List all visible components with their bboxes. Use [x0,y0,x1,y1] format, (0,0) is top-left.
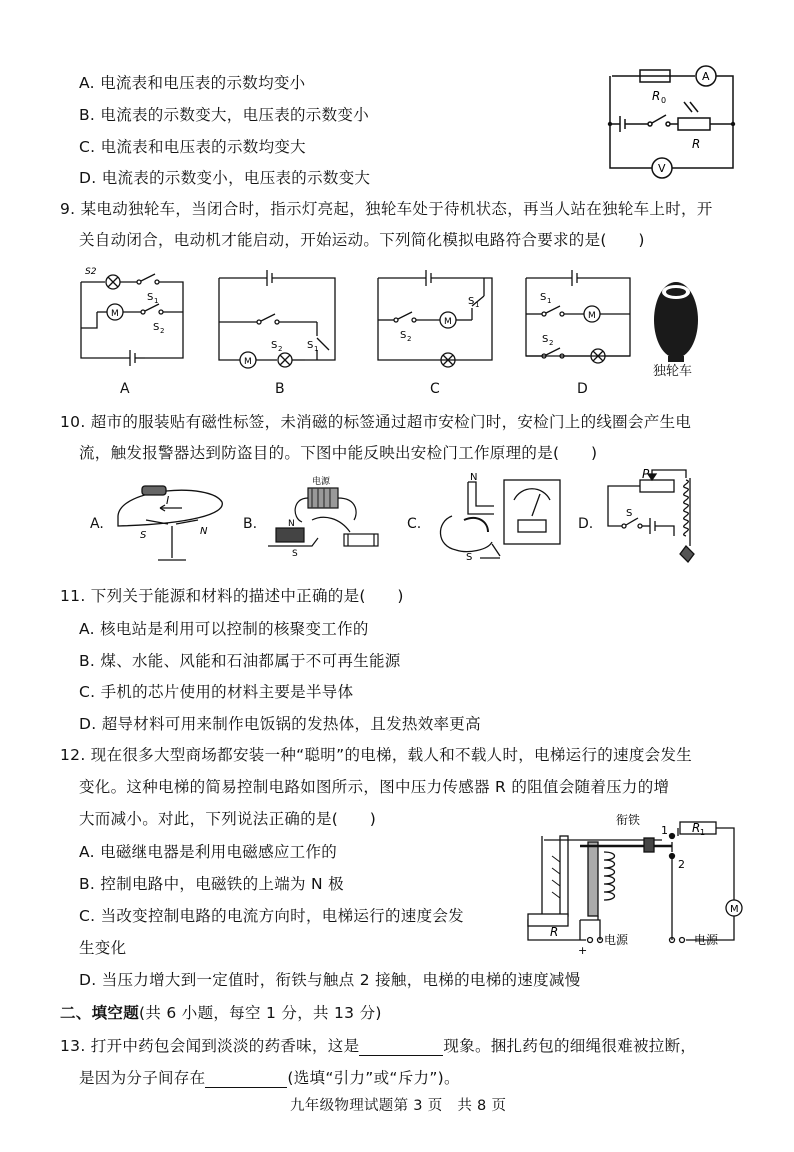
q9-circuit-c [372,268,502,373]
q9-label-a: A [120,381,130,397]
q12-motor-label: M [730,904,739,915]
q12-relay-circuit [520,808,750,958]
q9-stem-line2: 关自动闭合，电动机才能启动，开始运动。下列简化模拟电路符合要求的是( ) [79,231,645,249]
q13-text-part2: 现象。捆扎药包的细绳很难被拉断， [443,1037,697,1055]
q12-contact2-label: 2 [678,858,685,871]
q9a-s1-sub: 1 [154,297,159,305]
photoresistor-r [678,118,710,130]
page-footer: 九年级物理试题第 3 页 共 8 页 [290,1098,507,1114]
q8-ammeter-label: A [702,70,710,83]
unicycle-image [648,272,708,372]
q8-r0-sub: 0 [661,96,667,105]
q9b-s1: S [307,340,314,351]
q9b-motor-label: M [244,357,252,367]
q9b-s2: S [271,340,278,351]
q10b-n: N [288,519,295,529]
q9a-s2: S [153,322,160,333]
q13-text-part1: 13. 打开中药包会闻到淡淡的药香味，这是 [60,1037,360,1055]
q10-figure-d [598,466,718,576]
q13-text-part4: (选填“引力”或“斥力”)。 [287,1069,460,1087]
q12-option-a: A. 电磁继电器是利用电磁感应工作的 [79,843,338,861]
q9-circuit-a [75,262,195,372]
q12-stem-line2: 变化。这种电梯的简易控制电路如图所示，图中压力传感器 R 的阻值会随着压力的增 [79,778,670,796]
section2-note: (共 6 小题，每空 1 分，共 13 分) [139,1004,382,1022]
q10d-s: S [626,508,633,519]
unicycle-caption: 独轮车 [653,364,693,379]
q8-option-b: B. 电流表的示数变大，电压表的示数变小 [79,106,369,124]
q9c-s2: S [400,330,407,341]
q8-option-a: A. 电流表和电压表的示数均变小 [79,74,306,92]
q8-option-c: C. 电流表和电压表的示数均变大 [79,138,306,156]
q13-text-part3: 是因为分子间存在 [79,1069,206,1087]
q12-plus-sign: + [578,944,588,957]
section2-heading: 二、填空题 [60,1004,140,1022]
q12-power2-label: 电源 [694,933,719,947]
q9-label-d: D [577,381,588,397]
q12-option-b: B. 控制电路中，电磁铁的上端为 N 极 [79,875,344,893]
q11-option-a: A. 核电站是利用可以控制的核聚变工作的 [79,620,369,638]
q9c-s2-sub: 2 [407,335,412,343]
q9-circuit-d [520,268,640,373]
q8-voltmeter-label: V [658,162,666,175]
q10d-p: P [642,467,650,481]
q9c-s1-sub: 1 [475,301,480,309]
q12-r1-label: R [692,821,701,835]
q9d-s2-sub: 2 [549,339,554,347]
q12-stem-line1: 12. 现在很多大型商场都安装一种“聪明”的电梯，载人和不载人时，电梯运行的速度会发生 [60,746,693,764]
q12-option-d: D. 当压力增大到一定值时，衔铁与触点 2 接触，电梯的电梯的速度减慢 [79,971,581,989]
q10-stem-line1: 10. 超市的服装贴有磁性标签，未消磁的标签通过超市安检门时，安检门上的线圈会产生电 [60,413,692,431]
q9c-s1: S [468,296,475,307]
q11-option-c: C. 手机的芯片使用的材料主要是半导体 [79,683,354,701]
q10-figure-a [110,478,230,568]
q8-r0-label: R [652,89,661,103]
q10c-s: S [466,552,473,563]
q10b-s: S [292,549,298,559]
q10-stem-line2: 流，触发报警器达到防盗目的。下图中能反映出安检门工作原理的是( ) [79,444,598,462]
q12-armature-label: 衔铁 [616,813,641,827]
q9c-motor-label: M [444,317,452,327]
q10c-n: N [470,472,478,483]
q12-r-label: R [550,925,559,939]
q12-r1-sub: 1 [700,828,706,837]
q9-label-b: B [275,381,285,397]
q9a-motor-label: M [111,309,119,319]
q10-figure-b [262,474,392,564]
q12-option-c-line2: 生变化 [79,939,127,957]
q9b-s1-sub: 1 [314,345,319,353]
q12-contact1-label: 1 [661,824,668,837]
q10-label-a: A. [90,516,104,532]
q9d-s1-sub: 1 [547,297,552,305]
q11-option-b: B. 煤、水能、风能和石油都属于不可再生能源 [79,652,401,670]
q13-blank-2[interactable] [205,1071,287,1088]
q11-stem: 11. 下列关于能源和材料的描述中正确的是( ) [60,587,404,605]
q8-option-d: D. 电流表的示数变小，电压表的示数变大 [79,169,371,187]
q9a-s2-sub: 2 [160,327,165,335]
q9-label-c: C [430,381,440,397]
q10a-i: I [166,494,170,507]
q9d-s2: S [542,334,549,345]
q8-r-label: R [692,137,701,151]
q13-line1 [60,1036,696,1056]
q10-label-b: B. [243,516,258,532]
q10a-s: S [140,530,147,541]
q9-circuit-b [215,270,345,375]
q10-label-d: D. [578,516,594,532]
q10-label-c: C. [407,516,422,532]
q9a-handwriting: S2 [85,267,97,277]
q10b-power-label: 电源 [312,477,331,487]
q10-figure-c [428,470,568,570]
q8-circuit-diagram [600,60,760,190]
section2-title [60,1003,382,1023]
q12-stem-line3: 大而减小。对此，下列说法正确的是( ) [79,810,377,828]
q11-option-d: D. 超导材料可用来制作电饭锅的发热体，且发热效率更高 [79,715,481,733]
q9d-motor-label: M [588,311,596,321]
q9d-s1: S [540,292,547,303]
q13-blank-1[interactable] [359,1039,443,1056]
q10a-n: N [200,526,208,537]
q9-stem-line1: 9. 某电动独轮车，当闭合时，指示灯亮起，独轮车处于待机状态，再当人站在独轮车上时，开 [60,200,713,218]
q12-power1-label: 电源 [604,933,629,947]
q9b-s2-sub: 2 [278,345,283,353]
q12-option-c-line1: C. 当改变控制电路的电流方向时，电梯运行的速度会发 [79,907,464,925]
q13-line2 [79,1068,460,1088]
q9a-s1: S [147,292,154,303]
